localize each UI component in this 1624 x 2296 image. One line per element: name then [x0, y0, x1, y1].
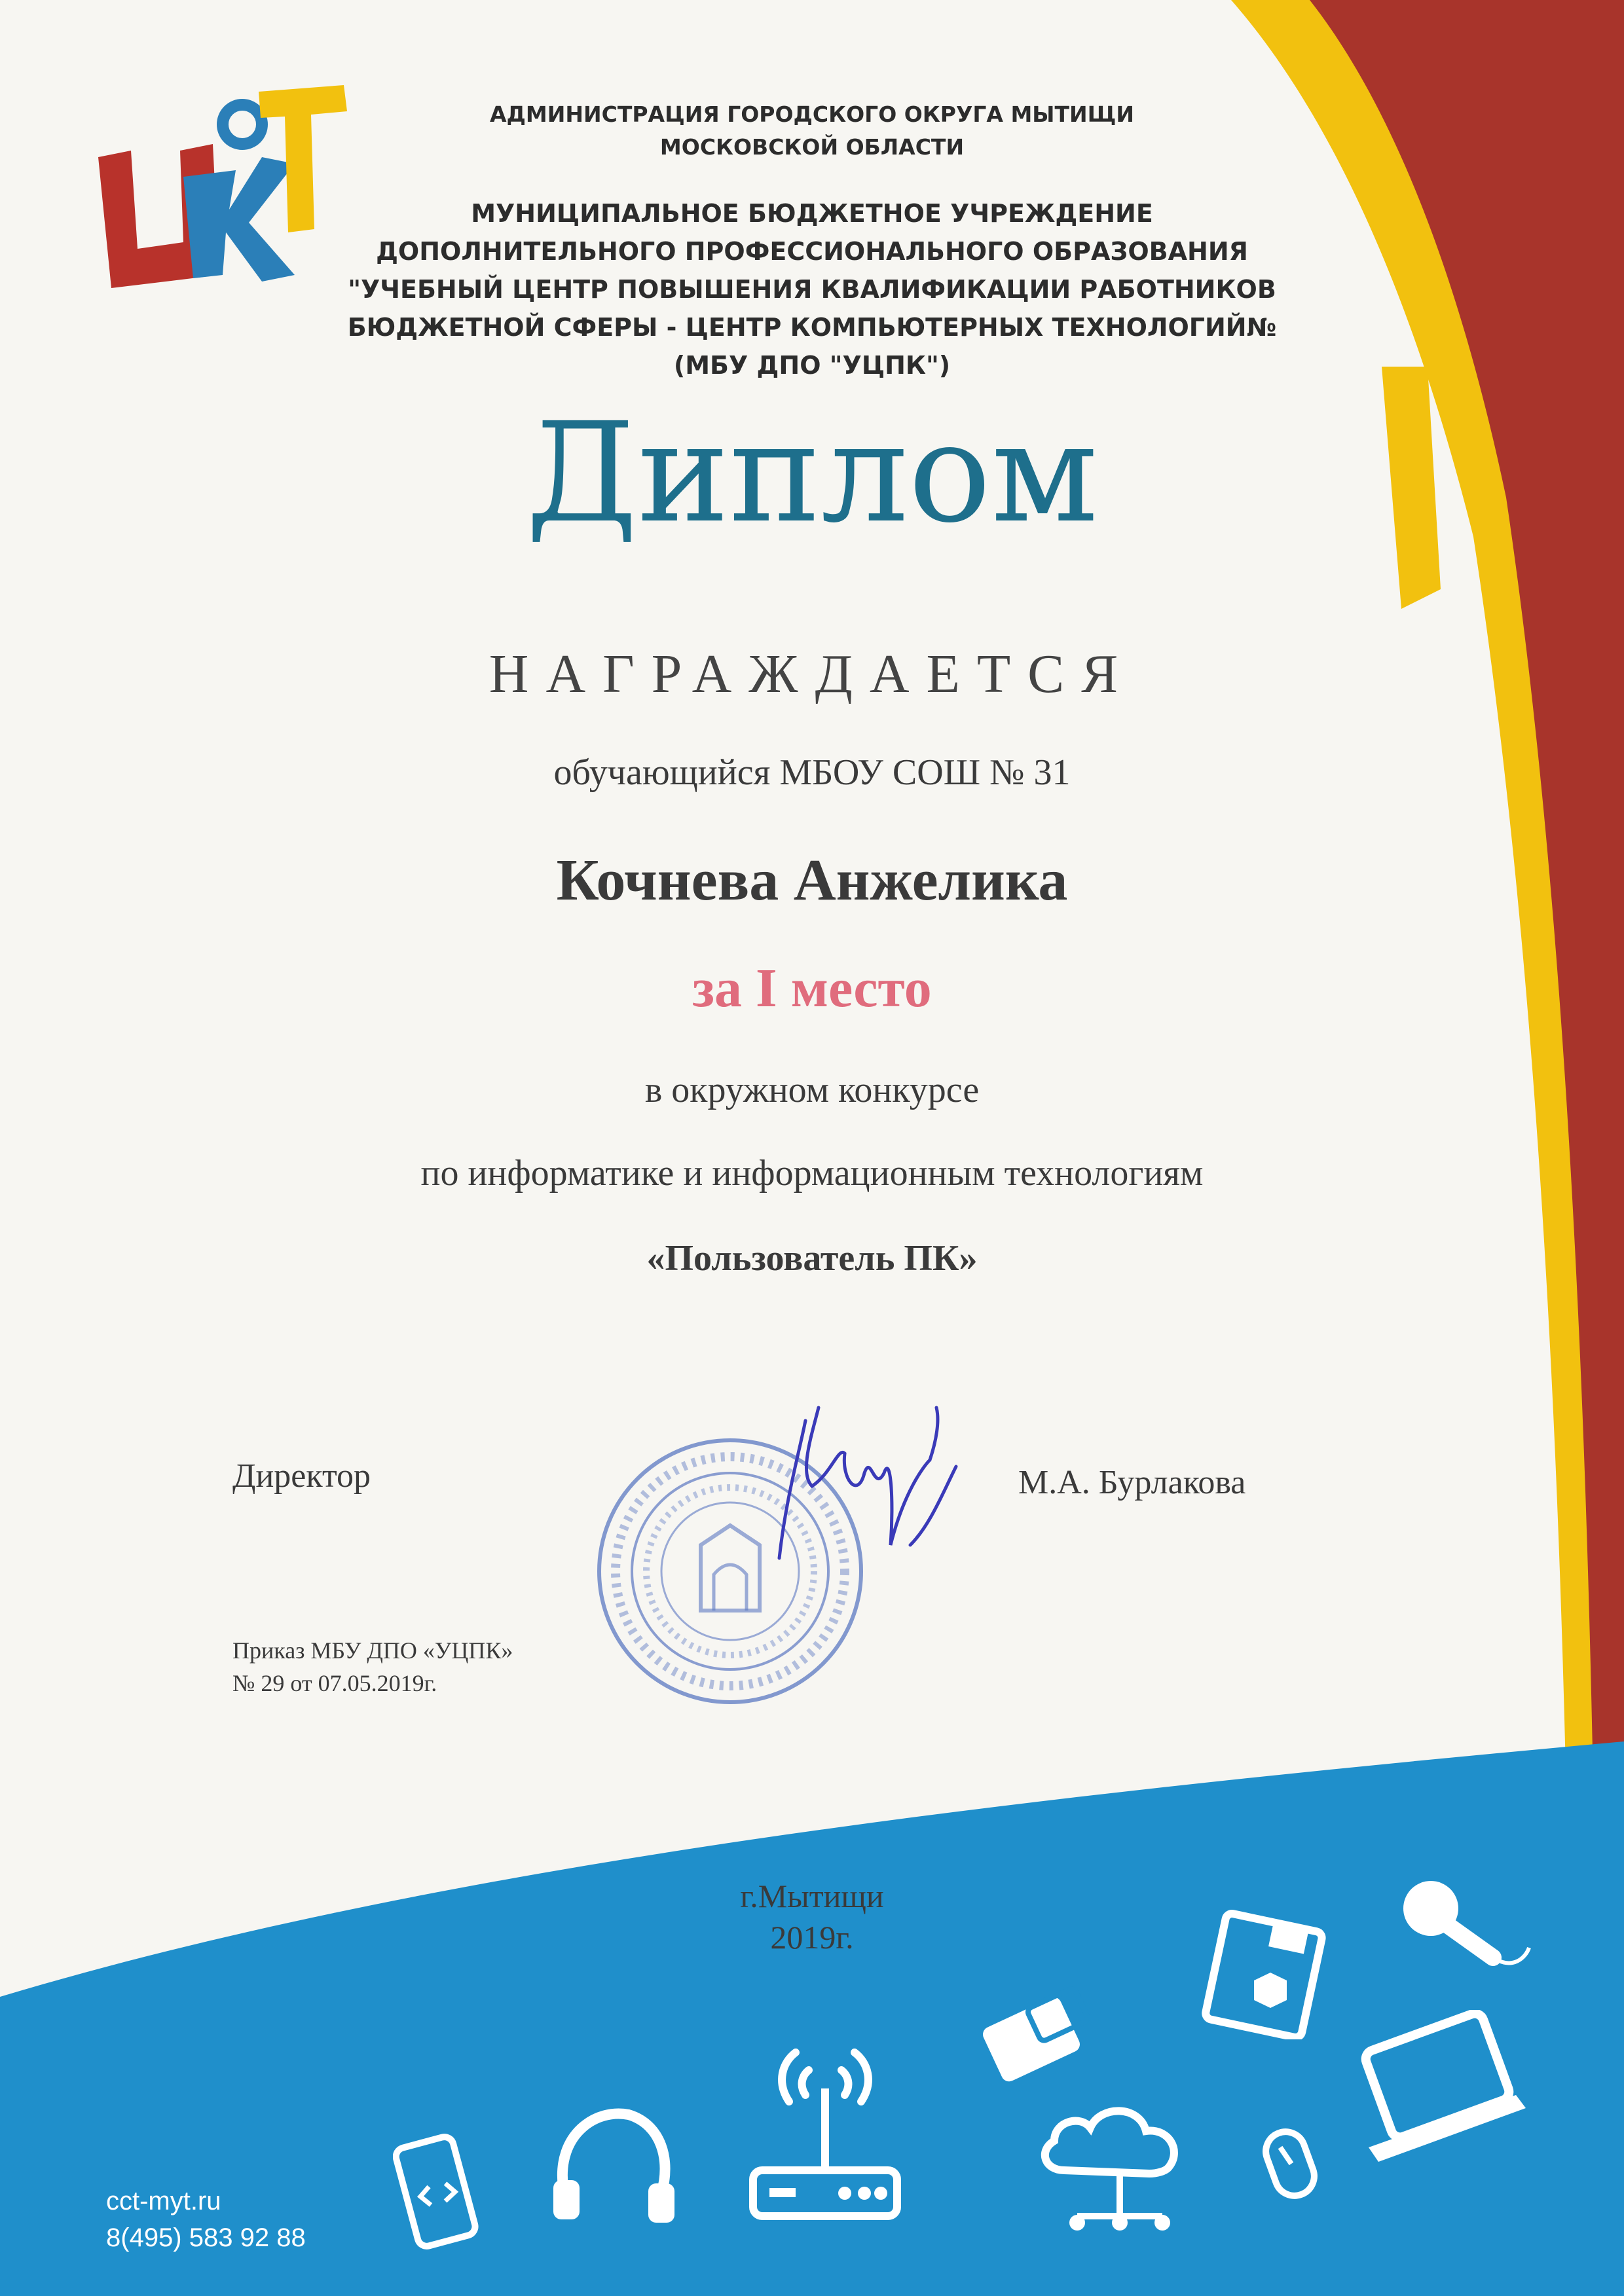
phone-number: 8(495) 583 92 88 [106, 2223, 306, 2252]
director-signature [760, 1394, 969, 1571]
router-icon [740, 2030, 910, 2226]
director-name: М.А. Бурлакова [1018, 1464, 1246, 1501]
microphone-icon [1395, 1872, 1539, 1977]
order-line-2: № 29 от 07.05.2019г. [232, 1670, 437, 1696]
laptop-icon [1356, 2010, 1539, 2180]
contest-name: «Пользователь ПК» [646, 1238, 978, 1279]
institution-line-4: БЮДЖЕТНОЙ СФЕРЫ - ЦЕНТР КОМПЬЮТЕРНЫХ ТЕХНОЛОГИЙ№ [347, 313, 1277, 342]
institution-line-3: "УЧЕБНЫЙ ЦЕНТР ПОВЫШЕНИЯ КВАЛИФИКАЦИИ РАБОТНИКОВ [348, 275, 1276, 304]
diploma-title: Диплом [526, 393, 1098, 553]
headphones-icon [544, 2095, 681, 2232]
order-line-1: Приказ МБУ ДПО «УЦПК» [232, 1637, 513, 1664]
admin-line-1: АДМИНИСТРАЦИЯ ГОРОДСКОГО ОКРУГА МЫТИЩИ [490, 101, 1134, 127]
awarded-heading: НАГРАЖДАЕТСЯ [489, 644, 1135, 704]
3d-printer-icon [1198, 1908, 1329, 2039]
recipient-name: Кочнева Анжелика [556, 848, 1068, 913]
place-award: за I место [692, 958, 932, 1019]
admin-line-2: МОСКОВСКОЙ ОБЛАСТИ [659, 134, 965, 160]
card-reader-icon [976, 1971, 1107, 2095]
cloud-network-icon [1025, 2092, 1215, 2242]
director-role: Директор [232, 1457, 371, 1495]
website-link[interactable]: cct-myt.ru [106, 2187, 221, 2215]
institution-line-1: МУНИЦИПАЛЬНОЕ БЮДЖЕТНОЕ УЧРЕЖДЕНИЕ [471, 199, 1153, 228]
year: 2019г. [770, 1919, 854, 1956]
city: г.Мытищи [740, 1878, 884, 1914]
student-school: обучающийся МБОУ СОШ № 31 [553, 752, 1071, 793]
institution-line-2: ДОПОЛНИТЕЛЬНОГО ПРОФЕССИОНАЛЬНОГО ОБРАЗОВАНИЯ [376, 237, 1248, 266]
contest-line-1: в окружном конкурсе [644, 1070, 980, 1110]
contest-line-2: по информатике и информационным технологиям [420, 1153, 1204, 1194]
smartphone-icon [393, 2128, 485, 2259]
mouse-icon [1257, 2118, 1329, 2216]
institution-line-5: (МБУ ДПО "УЦПК") [673, 351, 951, 380]
